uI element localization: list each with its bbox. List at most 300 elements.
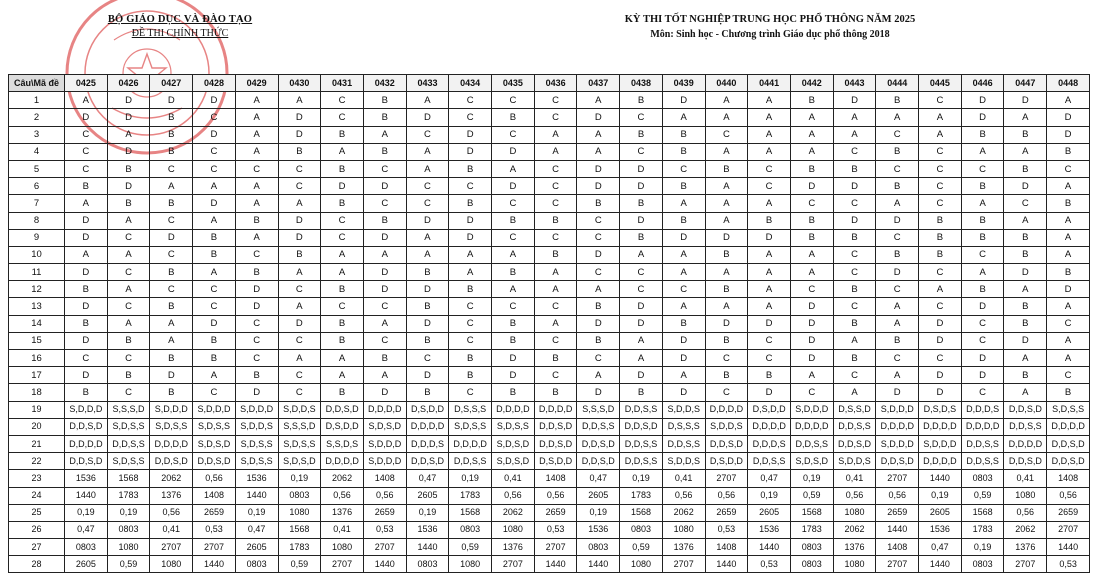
- answer-cell: 1440: [919, 470, 962, 487]
- answer-cell: B: [961, 126, 1004, 143]
- answer-cell: A: [1047, 229, 1090, 246]
- answer-cell: B: [150, 350, 193, 367]
- answer-cell: D,S,D,D: [705, 453, 748, 470]
- answer-cell: B: [534, 246, 577, 263]
- answer-cell: 0,59: [790, 487, 833, 504]
- answer-cell: C: [833, 143, 876, 160]
- answer-cell: C: [662, 281, 705, 298]
- answer-cell: D: [492, 367, 535, 384]
- answer-cell: S,D,D,S: [705, 418, 748, 435]
- answer-cell: D,D,S,S: [961, 435, 1004, 452]
- answer-cell: B: [492, 315, 535, 332]
- exam-code-header: 0431: [321, 75, 364, 92]
- answer-cell: S,D,D,S: [833, 453, 876, 470]
- table-row: [9, 229, 1090, 246]
- answer-cell: 2605: [748, 504, 791, 521]
- answer-cell: 0,56: [1047, 487, 1090, 504]
- answer-cell: D,D,S,D: [65, 453, 108, 470]
- answer-cell: D,D,D,D: [449, 435, 492, 452]
- answer-cell: B: [321, 126, 364, 143]
- question-number-cell: 5: [9, 160, 65, 177]
- answer-cell: A: [790, 109, 833, 126]
- answer-cell: 1440: [363, 556, 406, 573]
- answer-cell: 2659: [1047, 504, 1090, 521]
- answer-cell: A: [876, 195, 919, 212]
- answer-cell: A: [534, 281, 577, 298]
- exam-code-header: 0430: [278, 75, 321, 92]
- answer-cell: D: [961, 367, 1004, 384]
- answer-cell: S,D,S,D: [790, 453, 833, 470]
- answer-cell: 0,19: [577, 504, 620, 521]
- answer-cell: B: [150, 143, 193, 160]
- answer-cell: A: [1004, 350, 1047, 367]
- answer-cell: D: [278, 126, 321, 143]
- answer-cell: A: [662, 195, 705, 212]
- answer-cell: A: [620, 350, 663, 367]
- answer-cell: 1408: [876, 539, 919, 556]
- answer-cell: C: [492, 195, 535, 212]
- table-row: [9, 556, 1090, 573]
- answer-cell: D,D,D,D: [919, 453, 962, 470]
- answer-cell: B: [620, 384, 663, 401]
- answer-cell: D,D,S,S: [577, 418, 620, 435]
- answer-cell: D,D,S,S: [662, 435, 705, 452]
- answer-cell: D: [620, 212, 663, 229]
- answer-cell: A: [961, 264, 1004, 281]
- answer-cell: A: [662, 246, 705, 263]
- answer-cell: 2659: [534, 504, 577, 521]
- answer-cell: B: [961, 212, 1004, 229]
- answer-cell: D,D,D,D: [748, 418, 791, 435]
- answer-cell: 0,59: [449, 539, 492, 556]
- answer-cell: D,D,S,D: [620, 418, 663, 435]
- answer-cell: 1783: [620, 487, 663, 504]
- answer-cell: C: [961, 160, 1004, 177]
- answer-cell: A: [876, 298, 919, 315]
- answer-cell: A: [1004, 384, 1047, 401]
- answer-cell: A: [449, 246, 492, 263]
- answer-cell: A: [1047, 332, 1090, 349]
- answer-cell: A: [363, 367, 406, 384]
- answer-cell: C: [748, 332, 791, 349]
- answer-cell: C: [620, 264, 663, 281]
- table-row: [9, 143, 1090, 160]
- answer-cell: 0,19: [65, 504, 108, 521]
- answer-cell: 0,41: [1004, 470, 1047, 487]
- answer-cell: B: [150, 195, 193, 212]
- answer-cell: 0,19: [107, 504, 150, 521]
- answer-cell: A: [107, 281, 150, 298]
- answer-cell: D: [961, 350, 1004, 367]
- answer-cell: A: [278, 298, 321, 315]
- answer-cell: B: [1004, 126, 1047, 143]
- answer-cell: D: [919, 332, 962, 349]
- answer-cell: C: [492, 92, 535, 109]
- answer-cell: 1376: [321, 504, 364, 521]
- answer-cell: A: [235, 195, 278, 212]
- answer-cell: B: [235, 264, 278, 281]
- answer-cell: B: [620, 229, 663, 246]
- answer-cell: C: [107, 350, 150, 367]
- answer-cell: D,D,S,S: [748, 453, 791, 470]
- table-row: [9, 281, 1090, 298]
- answer-cell: 1440: [577, 556, 620, 573]
- answer-cell: 2605: [65, 556, 108, 573]
- answer-cell: 1440: [193, 556, 236, 573]
- table-row: [9, 315, 1090, 332]
- answer-cell: B: [406, 384, 449, 401]
- answer-cell: D: [790, 178, 833, 195]
- answer-cell: B: [107, 160, 150, 177]
- answer-cell: B: [1004, 367, 1047, 384]
- answer-cell: D,D,S,D: [534, 418, 577, 435]
- answer-cell: B: [1004, 315, 1047, 332]
- answer-cell: D,S,D,D: [321, 418, 364, 435]
- answer-cell: A: [705, 195, 748, 212]
- subject-line: Môn: Sinh học - Chương trình Giáo dục phổ thông 2018: [650, 29, 890, 40]
- answer-cell: 2062: [1004, 521, 1047, 538]
- answer-cell: B: [492, 109, 535, 126]
- answer-cell: B: [1047, 195, 1090, 212]
- answer-cell: 0803: [620, 521, 663, 538]
- answer-cell: B: [705, 281, 748, 298]
- table-row: [9, 109, 1090, 126]
- table-row: [9, 160, 1090, 177]
- answer-cell: D: [321, 178, 364, 195]
- exam-code-header: 0432: [363, 75, 406, 92]
- answer-cell: 0,19: [620, 470, 663, 487]
- answer-cell: 2605: [235, 539, 278, 556]
- answer-cell: D,D,S,S: [620, 435, 663, 452]
- answer-cell: B: [662, 315, 705, 332]
- answer-cell: 1568: [620, 504, 663, 521]
- answer-cell: C: [876, 281, 919, 298]
- answer-cell: 0,47: [65, 521, 108, 538]
- question-number-cell: 2: [9, 109, 65, 126]
- answer-cell: A: [961, 143, 1004, 160]
- answer-cell: A: [534, 126, 577, 143]
- answer-cell: C: [235, 350, 278, 367]
- answer-cell: 1568: [107, 470, 150, 487]
- answer-cell: C: [534, 160, 577, 177]
- answer-cell: A: [662, 264, 705, 281]
- answer-cell: C: [449, 298, 492, 315]
- answer-cell: 1080: [449, 556, 492, 573]
- answer-cell: S,D,S,S: [107, 453, 150, 470]
- answer-cell: D: [1047, 126, 1090, 143]
- answer-cell: A: [235, 126, 278, 143]
- answer-cell: C: [534, 92, 577, 109]
- answer-cell: C: [492, 298, 535, 315]
- table-row: [9, 350, 1090, 367]
- table-row: [9, 246, 1090, 263]
- answer-cell: D: [65, 298, 108, 315]
- answer-cell: B: [65, 315, 108, 332]
- answer-cell: 2707: [705, 470, 748, 487]
- answer-cell: C: [833, 264, 876, 281]
- answer-cell: B: [150, 298, 193, 315]
- answer-cell: D,D,D,D: [705, 401, 748, 418]
- answer-cell: A: [107, 246, 150, 263]
- answer-cell: 1440: [406, 539, 449, 556]
- answer-cell: C: [278, 281, 321, 298]
- answer-cell: C: [235, 160, 278, 177]
- table-row: [9, 92, 1090, 109]
- answer-cell: 1408: [705, 539, 748, 556]
- answer-cell: 0,56: [193, 470, 236, 487]
- answer-cell: D: [919, 315, 962, 332]
- answer-cell: D: [876, 384, 919, 401]
- answer-cell: S,D,S,S: [492, 418, 535, 435]
- table-row: [9, 195, 1090, 212]
- answer-cell: 0,59: [107, 556, 150, 573]
- answer-cell: D,S,D,S: [919, 401, 962, 418]
- answer-cell: S,D,D,D: [150, 401, 193, 418]
- answer-cell: 0,53: [193, 521, 236, 538]
- answer-cell: A: [406, 246, 449, 263]
- answer-cell: C: [235, 315, 278, 332]
- answer-cell: 0,41: [662, 470, 705, 487]
- exam-code-header: 0435: [492, 75, 535, 92]
- answer-cell: C: [363, 195, 406, 212]
- answer-cell: A: [278, 92, 321, 109]
- answer-cell: B: [1047, 384, 1090, 401]
- table-row: [9, 504, 1090, 521]
- answer-cell: D: [235, 298, 278, 315]
- answer-cell: B: [620, 195, 663, 212]
- answer-cell: B: [705, 160, 748, 177]
- answer-cell: A: [321, 143, 364, 160]
- exam-code-header: 0426: [107, 75, 150, 92]
- answer-cell: A: [705, 264, 748, 281]
- answer-cell: D: [577, 109, 620, 126]
- answer-cell: D,S,S,S: [662, 418, 705, 435]
- table-row: [9, 367, 1090, 384]
- answer-cell: B: [321, 281, 364, 298]
- answer-cell: D,D,D,D: [406, 418, 449, 435]
- answer-cell: A: [790, 246, 833, 263]
- answer-cell: 2605: [406, 487, 449, 504]
- answer-cell: A: [833, 384, 876, 401]
- answer-cell: D: [65, 332, 108, 349]
- answer-cell: A: [833, 332, 876, 349]
- question-number-cell: 14: [9, 315, 65, 332]
- answer-cell: D: [919, 384, 962, 401]
- answer-cell: D: [919, 367, 962, 384]
- answer-cell: B: [705, 246, 748, 263]
- answer-cell: 0803: [235, 556, 278, 573]
- answer-cell: D: [876, 212, 919, 229]
- exam-code-header: 0446: [961, 75, 1004, 92]
- answer-cell: S,D,S,S: [449, 418, 492, 435]
- answer-cell: S,D,D,D: [235, 401, 278, 418]
- answer-cell: C: [534, 178, 577, 195]
- answer-cell: C: [150, 281, 193, 298]
- answer-cell: D: [449, 229, 492, 246]
- answer-cell: D,D,S,S: [107, 435, 150, 452]
- answer-cell: D,D,D,D: [1047, 418, 1090, 435]
- question-number-cell: 27: [9, 539, 65, 556]
- answer-cell: C: [748, 160, 791, 177]
- answer-cell: B: [534, 350, 577, 367]
- answer-cell: D: [107, 109, 150, 126]
- answer-cell: S,D,D,D: [876, 435, 919, 452]
- answer-cell: A: [790, 367, 833, 384]
- answer-cell: C: [107, 384, 150, 401]
- answer-cell: 0,53: [534, 521, 577, 538]
- answer-cell: B: [150, 126, 193, 143]
- answer-cell: 2707: [662, 556, 705, 573]
- answer-cell: B: [961, 178, 1004, 195]
- answer-cell: 0,56: [534, 487, 577, 504]
- answer-cell: 1080: [620, 556, 663, 573]
- answer-cell: 0,56: [1004, 504, 1047, 521]
- answer-cell: 1536: [406, 521, 449, 538]
- answer-cell: D,D,S,D: [406, 453, 449, 470]
- answer-cell: S,D,D,S: [662, 401, 705, 418]
- answer-cell: A: [150, 332, 193, 349]
- answer-cell: A: [65, 92, 108, 109]
- answer-cell: A: [321, 367, 364, 384]
- exam-code-header: 0444: [876, 75, 919, 92]
- answer-cell: C: [107, 264, 150, 281]
- answer-cell: B: [662, 143, 705, 160]
- exam-code-header: 0429: [235, 75, 278, 92]
- answer-cell: B: [705, 367, 748, 384]
- answer-cell: A: [1047, 92, 1090, 109]
- answer-cell: B: [363, 92, 406, 109]
- answer-cell: 1536: [577, 521, 620, 538]
- exam-code-header: 0447: [1004, 75, 1047, 92]
- question-number-cell: 12: [9, 281, 65, 298]
- answer-cell: D: [278, 229, 321, 246]
- answer-cell: A: [1004, 143, 1047, 160]
- answer-cell: C: [363, 160, 406, 177]
- answer-cell: 1440: [705, 556, 748, 573]
- answer-cell: D,D,D,S: [748, 435, 791, 452]
- answer-cell: C: [278, 178, 321, 195]
- answer-cell: C: [65, 350, 108, 367]
- table-row: [9, 453, 1090, 470]
- answer-cell: 0,47: [235, 521, 278, 538]
- answer-cell: C: [321, 229, 364, 246]
- answer-cell: 1440: [919, 556, 962, 573]
- answer-cell: B: [919, 212, 962, 229]
- answer-cell: 1080: [662, 521, 705, 538]
- answer-cell: D,D,D,D: [961, 418, 1004, 435]
- answer-cell: A: [235, 143, 278, 160]
- answer-cell: 0,19: [406, 504, 449, 521]
- question-number-cell: 1: [9, 92, 65, 109]
- answer-cell: C: [919, 178, 962, 195]
- answer-cell: A: [662, 109, 705, 126]
- answer-cell: C: [919, 143, 962, 160]
- answer-cell: B: [705, 332, 748, 349]
- exam-code-header: 0428: [193, 75, 236, 92]
- answer-cell: D,D,S,S: [620, 401, 663, 418]
- answer-cell: 2707: [363, 539, 406, 556]
- answer-cell: S,D,S,S: [235, 435, 278, 452]
- answer-cell: D,D,S,D: [193, 453, 236, 470]
- answer-cell: B: [919, 229, 962, 246]
- answer-cell: 0,41: [833, 470, 876, 487]
- answer-cell: 1376: [833, 539, 876, 556]
- answer-cell: D: [961, 109, 1004, 126]
- answer-cell: 1408: [1047, 470, 1090, 487]
- answer-cell: 0,41: [492, 470, 535, 487]
- answer-cell: C: [1004, 195, 1047, 212]
- answer-cell: D: [65, 229, 108, 246]
- answer-cell: B: [107, 195, 150, 212]
- answer-cell: B: [449, 160, 492, 177]
- table-row: [9, 298, 1090, 315]
- question-number-cell: 19: [9, 401, 65, 418]
- answer-cell: A: [534, 143, 577, 160]
- answer-cell: B: [876, 246, 919, 263]
- answer-cell: 2707: [1047, 521, 1090, 538]
- answer-cell: S,S,S,D: [107, 401, 150, 418]
- answer-cell: 0,41: [321, 521, 364, 538]
- answer-cell: C: [961, 315, 1004, 332]
- answer-cell: 2707: [876, 556, 919, 573]
- answer-cell: D,D,D,S: [406, 435, 449, 452]
- exam-code-header: 0433: [406, 75, 449, 92]
- answer-cell: C: [321, 298, 364, 315]
- answer-cell: C: [919, 298, 962, 315]
- exam-code-header: 0441: [748, 75, 791, 92]
- answer-cell: C: [193, 109, 236, 126]
- answer-cell: C: [876, 160, 919, 177]
- answer-cell: C: [876, 350, 919, 367]
- answer-cell: D: [150, 229, 193, 246]
- answer-cell: 1568: [449, 504, 492, 521]
- answer-cell: D,D,S,D: [534, 435, 577, 452]
- answer-cell: D,S,D,D: [748, 401, 791, 418]
- answer-cell: D,D,D,D: [492, 401, 535, 418]
- answer-cell: A: [748, 298, 791, 315]
- answer-cell: 0,47: [919, 539, 962, 556]
- answer-cell: A: [876, 109, 919, 126]
- answer-cell: D: [449, 126, 492, 143]
- answer-cell: B: [1004, 229, 1047, 246]
- table-row: [9, 539, 1090, 556]
- answer-cell: 0,47: [748, 470, 791, 487]
- answer-cell: 1783: [107, 487, 150, 504]
- answer-cell: D,S,D,D: [534, 453, 577, 470]
- question-number-cell: 3: [9, 126, 65, 143]
- answer-cell: A: [748, 195, 791, 212]
- answer-cell: C: [620, 281, 663, 298]
- answer-cell: D: [1004, 332, 1047, 349]
- answer-cell: C: [278, 384, 321, 401]
- answer-cell: B: [790, 229, 833, 246]
- answer-cell: D: [748, 384, 791, 401]
- answer-cell: A: [406, 229, 449, 246]
- answer-cell: S,D,D,S: [278, 401, 321, 418]
- answer-cell: C: [961, 246, 1004, 263]
- answer-cell: D,S,D,D: [406, 401, 449, 418]
- answer-cell: B: [278, 246, 321, 263]
- answer-cell: C: [449, 332, 492, 349]
- table-row: [9, 418, 1090, 435]
- answer-cell: A: [1004, 212, 1047, 229]
- answer-cell: C: [833, 298, 876, 315]
- answer-cell: A: [193, 212, 236, 229]
- answer-cell: A: [65, 195, 108, 212]
- answer-cell: B: [363, 109, 406, 126]
- answer-cell: 1080: [1004, 487, 1047, 504]
- answer-cell: D: [662, 384, 705, 401]
